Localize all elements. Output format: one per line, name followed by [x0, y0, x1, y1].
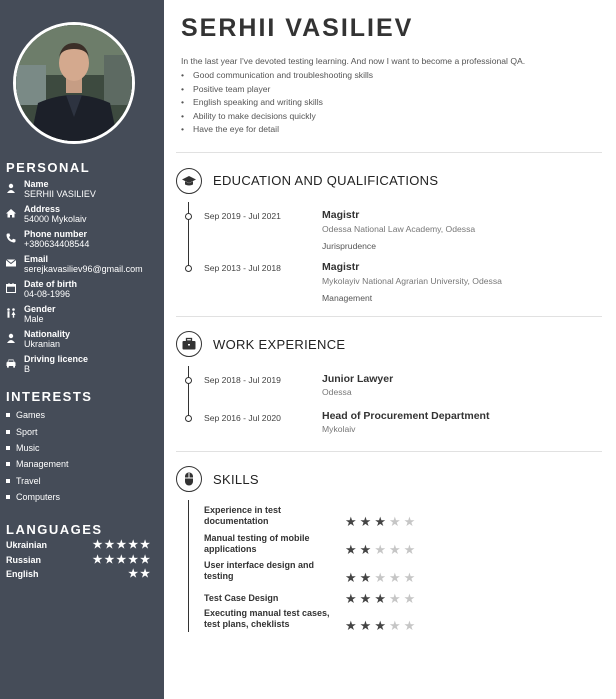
interest-item: Music: [6, 443, 40, 454]
star-filled-icon: ★: [345, 591, 360, 606]
star-filled-icon: ★: [345, 618, 360, 633]
star-empty-icon: ★: [403, 514, 419, 529]
skill-stars: [345, 514, 418, 530]
star-empty-icon: ★: [403, 570, 419, 585]
divider: [176, 152, 602, 153]
highlights-list: [181, 69, 373, 137]
star-filled-icon: ★: [128, 554, 141, 566]
person-icon: [6, 180, 18, 192]
star-filled-icon: ★: [104, 554, 117, 566]
star-empty-icon: ★: [403, 591, 419, 606]
personal-birthdate: Date of birth 04-08-1996: [6, 280, 162, 304]
language-row: English ★★: [6, 568, 152, 580]
star-filled-icon: ★: [140, 568, 152, 580]
highlight-item: • Good communication and troubleshooting skills: [181, 69, 373, 83]
star-filled-icon: ★: [140, 539, 152, 551]
skill-stars: [345, 618, 418, 634]
personal-name: Name SERHII VASILIEV: [6, 180, 162, 204]
work-timeline: [188, 366, 189, 422]
skill-name: User interface design and testing: [204, 560, 315, 581]
language-stars: [93, 538, 152, 551]
profile-photo: [13, 22, 135, 144]
skills-timeline: [188, 500, 189, 632]
timeline-dot: [185, 415, 192, 422]
star-empty-icon: ★: [388, 570, 404, 585]
language-row: Russian ★★★★★: [6, 554, 152, 566]
resume-name: SERHII VASILIEV: [181, 14, 414, 42]
work-date: Sep 2018 - Jul 2019: [204, 375, 281, 385]
personal-gender: Gender Male: [6, 305, 162, 329]
interest-item: Games: [6, 410, 45, 421]
star-filled-icon: ★: [140, 554, 152, 566]
education-school: Mykolayiv National Agrarian University, Odessa: [322, 276, 502, 286]
personal-phone: Phone number +380634408544: [6, 230, 162, 254]
work-title: WORK EXPERIENCE: [213, 337, 346, 352]
graduation-cap-icon: [176, 168, 202, 194]
interest-item: Sport: [6, 427, 38, 438]
work-role: Head of Procurement Department: [322, 410, 490, 422]
star-filled-icon: ★: [128, 568, 141, 580]
skill-stars: [345, 542, 418, 558]
education-field: Management: [322, 293, 373, 303]
star-empty-icon: ★: [388, 618, 404, 633]
work-place: Odessa: [322, 387, 352, 397]
interests-heading: INTERESTS: [6, 389, 93, 404]
star-empty-icon: ★: [374, 570, 389, 585]
car-icon: [6, 355, 18, 367]
divider: [176, 451, 602, 452]
briefcase-icon: [176, 331, 202, 357]
language-row: Ukrainian ★★★★★: [6, 539, 152, 551]
work-role: Junior Lawyer: [322, 373, 394, 385]
timeline-dot: [185, 377, 192, 384]
star-filled-icon: ★: [104, 539, 117, 551]
star-filled-icon: ★: [92, 539, 105, 551]
work-date: Sep 2016 - Jul 2020: [204, 413, 281, 423]
star-filled-icon: ★: [128, 539, 141, 551]
work-place: Mykolaiv: [322, 424, 356, 434]
phone-icon: [6, 230, 18, 242]
education-date: Sep 2013 - Jul 2018: [204, 263, 281, 273]
skill-name: Experience in test documentation: [204, 505, 282, 526]
star-filled-icon: ★: [359, 570, 375, 585]
skill-name: Executing manual test cases, test plans, cheklists: [204, 608, 330, 629]
star-empty-icon: ★: [388, 514, 404, 529]
star-filled-icon: ★: [359, 618, 375, 633]
personal-heading: PERSONAL: [6, 160, 91, 175]
sidebar: [0, 0, 164, 699]
skill-name: Test Case Design: [204, 593, 279, 603]
personal-driving-licence: Driving licence B: [6, 355, 162, 379]
star-filled-icon: ★: [345, 542, 360, 557]
star-filled-icon: ★: [374, 514, 389, 529]
education-degree: Magistr: [322, 209, 360, 221]
education-title: EDUCATION AND QUALIFICATIONS: [213, 173, 439, 188]
timeline-dot: [185, 213, 192, 220]
star-filled-icon: ★: [359, 591, 375, 606]
languages-heading: LANGUAGES: [6, 522, 103, 537]
star-filled-icon: ★: [359, 514, 375, 529]
personal-email: Email serejkavasiliev96@gmail.com: [6, 255, 162, 279]
education-degree: Magistr: [322, 261, 360, 273]
star-filled-icon: ★: [116, 554, 129, 566]
home-icon: [6, 205, 18, 217]
star-filled-icon: ★: [345, 514, 360, 529]
star-empty-icon: ★: [403, 618, 419, 633]
star-filled-icon: ★: [359, 542, 375, 557]
star-empty-icon: ★: [403, 542, 419, 557]
education-field: Jurisprudence: [322, 241, 376, 251]
timeline-dot: [185, 265, 192, 272]
skill-stars: [345, 570, 418, 586]
skill-name: Manual testing of mobile applications: [204, 533, 310, 554]
star-filled-icon: ★: [92, 554, 105, 566]
personal-nationality: Nationality Ukranian: [6, 330, 162, 354]
mouse-icon: [176, 466, 202, 492]
interest-item: Management: [6, 459, 69, 470]
highlight-item: • Positive team player: [181, 83, 373, 97]
star-filled-icon: ★: [116, 539, 129, 551]
calendar-icon: [6, 280, 18, 292]
language-stars: [93, 553, 152, 566]
highlight-item: • English speaking and writing skills: [181, 96, 373, 110]
education-school: Odessa National Law Academy, Odessa: [322, 224, 476, 234]
mail-icon: [6, 255, 18, 267]
skill-stars: [345, 591, 418, 607]
language-stars: [128, 567, 152, 580]
divider: [176, 316, 602, 317]
star-empty-icon: ★: [388, 542, 404, 557]
interest-item: Computers: [6, 492, 60, 503]
star-empty-icon: ★: [388, 591, 404, 606]
interest-item: Travel: [6, 476, 41, 487]
star-empty-icon: ★: [374, 542, 389, 557]
gender-icon: [6, 305, 18, 317]
personal-address: Address 54000 Mykolaiv: [6, 205, 162, 229]
skills-title: SKILLS: [213, 472, 259, 487]
star-filled-icon: ★: [345, 570, 360, 585]
highlight-item: • Ability to make decisions quickly: [181, 110, 373, 124]
person-icon: [6, 330, 18, 342]
star-filled-icon: ★: [374, 618, 389, 633]
star-filled-icon: ★: [374, 591, 389, 606]
intro-text: In the last year I've devoted testing learning. And now I want to become a professional QA.: [181, 56, 526, 66]
highlight-item: • Have the eye for detail: [181, 123, 373, 137]
education-date: Sep 2019 - Jul 2021: [204, 211, 281, 221]
